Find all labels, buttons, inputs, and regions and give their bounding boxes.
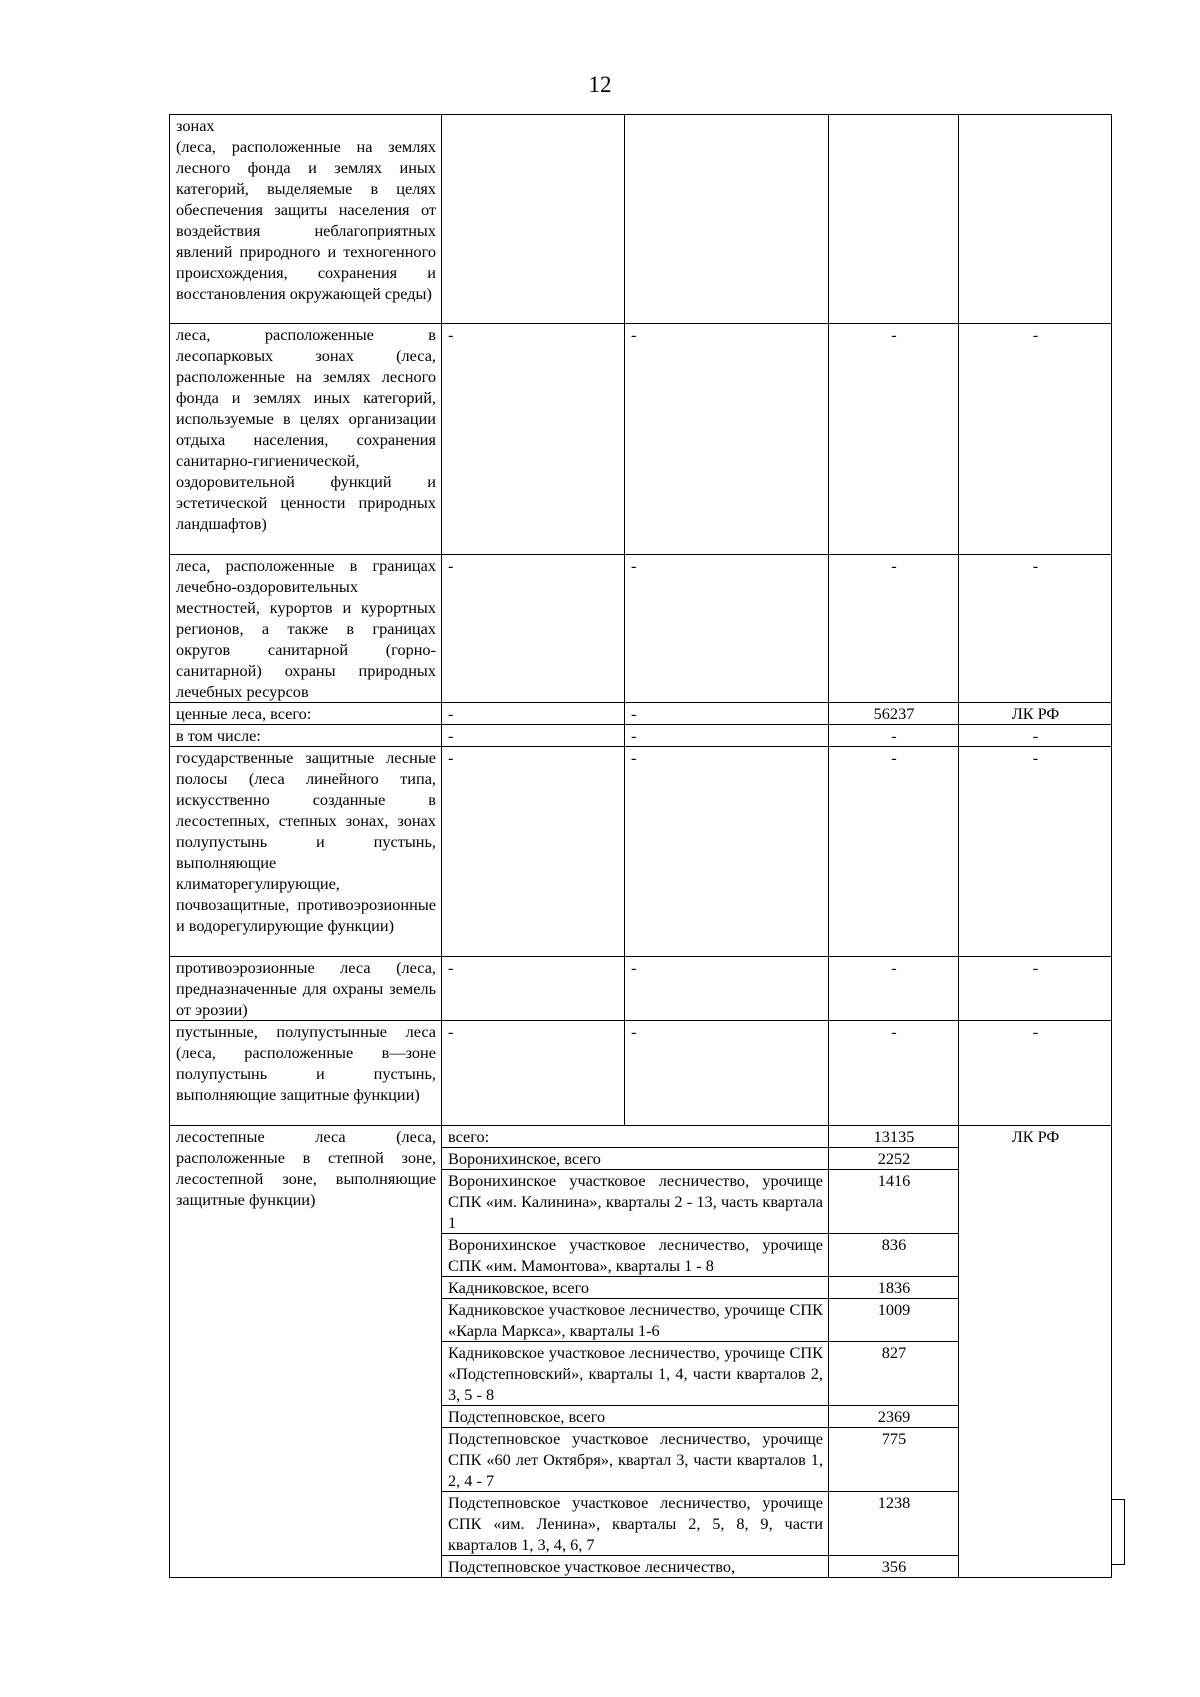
- location-cell: Воронихинское участковое лесничество, урочище СПК «им. Калинина», кварталы 2 - 13, часть квартала 1: [442, 1170, 829, 1234]
- area-cell: 1836: [829, 1277, 959, 1299]
- category-cell: ценные леса, всего:: [170, 703, 442, 725]
- basis-cell: ЛК РФ: [959, 703, 1112, 725]
- location-cell: Кадниковское, всего: [442, 1277, 829, 1299]
- value-cell: -: [625, 324, 829, 555]
- area-cell: 827: [829, 1342, 959, 1406]
- location-cell: Воронихинское, всего: [442, 1148, 829, 1170]
- value-cell: -: [442, 957, 625, 1021]
- value-cell: -: [442, 725, 625, 747]
- basis-cell: -: [959, 725, 1112, 747]
- area-cell: [829, 115, 959, 324]
- value-cell: -: [442, 703, 625, 725]
- table-row: [170, 1126, 1112, 1148]
- category-cell: пустынные, полупустынные леса (леса, расположенные в—зоне полупустынь и пустынь, выполняющие защитные функции): [170, 1021, 442, 1126]
- table-row: [170, 555, 1112, 703]
- area-cell: 2252: [829, 1148, 959, 1170]
- category-cell: леса, расположенные в лесопарковых зонах (леса, расположенные на землях лесного фонда и землях иных категорий, используемые в целях организации отдыха населения, сохранения санитарно-гигиенической, оздоровительной функций и эстетической ценности природных ландшафтов): [170, 324, 442, 555]
- area-cell: 1238: [829, 1492, 959, 1556]
- value-cell: [625, 115, 829, 324]
- table-row: [170, 324, 1112, 555]
- margin-bracket: [1112, 1499, 1125, 1565]
- value-cell: -: [442, 555, 625, 703]
- location-cell: Воронихинское участковое лесничество, урочище СПК «им. Мамонтова», кварталы 1 - 8: [442, 1234, 829, 1277]
- category-cell: государственные защитные лесные полосы (леса линейного типа, искусственно созданные в лесостепных, степных зонах, зонах полупустынь и пустынь, выполняющие климаторегулирующие, почвозащитные, противоэрозионные и водорегулирующие функции): [170, 747, 442, 957]
- table-row: [170, 725, 1112, 747]
- area-cell: -: [829, 747, 959, 957]
- category-cell: противоэрозионные леса (леса, предназначенные для охраны земель от эрозии): [170, 957, 442, 1021]
- location-cell: Подстепновское участковое лесничество, урочище СПК «60 лет Октября», квартал 3, части кварталов 1, 2, 4 - 7: [442, 1428, 829, 1492]
- table-row: [170, 957, 1112, 1021]
- area-cell: -: [829, 957, 959, 1021]
- basis-cell: ЛК РФ: [959, 1126, 1112, 1578]
- value-cell: -: [625, 555, 829, 703]
- category-cell: зонах (леса, расположенные на землях лесного фонда и землях иных категорий, выделяемые в целях обеспечения защиты населения от воздействия неблагоприятных явлений природного и техногенного происхождения, сохранения и восстановления окружающей среды): [170, 115, 442, 324]
- basis-cell: [959, 115, 1112, 324]
- value-cell: -: [625, 747, 829, 957]
- area-cell: -: [829, 324, 959, 555]
- category-cell: лесостепные леса (леса, расположенные в степной зоне, лесостепной зоне, выполняющие защитные функции): [170, 1126, 442, 1578]
- area-cell: -: [829, 1021, 959, 1126]
- location-cell: Подстепновское, всего: [442, 1406, 829, 1428]
- location-cell: Подстепновское участковое лесничество,: [442, 1556, 829, 1578]
- basis-cell: -: [959, 324, 1112, 555]
- value-cell: -: [442, 747, 625, 957]
- area-cell: 1416: [829, 1170, 959, 1234]
- area-cell: 56237: [829, 703, 959, 725]
- table-row: [170, 1021, 1112, 1126]
- location-cell: всего:: [442, 1126, 829, 1148]
- area-cell: 775: [829, 1428, 959, 1492]
- area-cell: 1009: [829, 1299, 959, 1342]
- area-cell: -: [829, 555, 959, 703]
- area-cell: 356: [829, 1556, 959, 1578]
- value-cell: -: [625, 703, 829, 725]
- area-cell: 13135: [829, 1126, 959, 1148]
- basis-cell: -: [959, 747, 1112, 957]
- value-cell: [442, 115, 625, 324]
- table-row: [170, 703, 1112, 725]
- area-cell: 836: [829, 1234, 959, 1277]
- value-cell: -: [625, 1021, 829, 1126]
- location-cell: Кадниковское участковое лесничество, урочище СПК «Подстепновский», кварталы 1, 4, части кварталов 2, 3, 5 - 8: [442, 1342, 829, 1406]
- forest-categories-table: [169, 114, 1112, 1578]
- basis-cell: -: [959, 1021, 1112, 1126]
- table-row: [170, 747, 1112, 957]
- basis-cell: -: [959, 555, 1112, 703]
- basis-cell: -: [959, 957, 1112, 1021]
- value-cell: -: [442, 1021, 625, 1126]
- area-cell: -: [829, 725, 959, 747]
- location-cell: Кадниковское участковое лесничество, урочище СПК «Карла Маркса», кварталы 1-6: [442, 1299, 829, 1342]
- value-cell: -: [625, 725, 829, 747]
- value-cell: -: [625, 957, 829, 1021]
- category-cell: в том числе:: [170, 725, 442, 747]
- area-cell: 2369: [829, 1406, 959, 1428]
- category-cell: леса, расположенные в границах лечебно-оздоровительных местностей, курортов и курортных регионов, а также в границах округов санитарной (горно-санитарной) охраны природных лечебных ресурсов: [170, 555, 442, 703]
- location-cell: Подстепновское участковое лесничество, урочище СПК «им. Ленина», кварталы 2, 5, 8, 9, части кварталов 1, 3, 4, 6, 7: [442, 1492, 829, 1556]
- value-cell: -: [442, 324, 625, 555]
- page-number: 12: [588, 72, 612, 97]
- table-row: [170, 115, 1112, 324]
